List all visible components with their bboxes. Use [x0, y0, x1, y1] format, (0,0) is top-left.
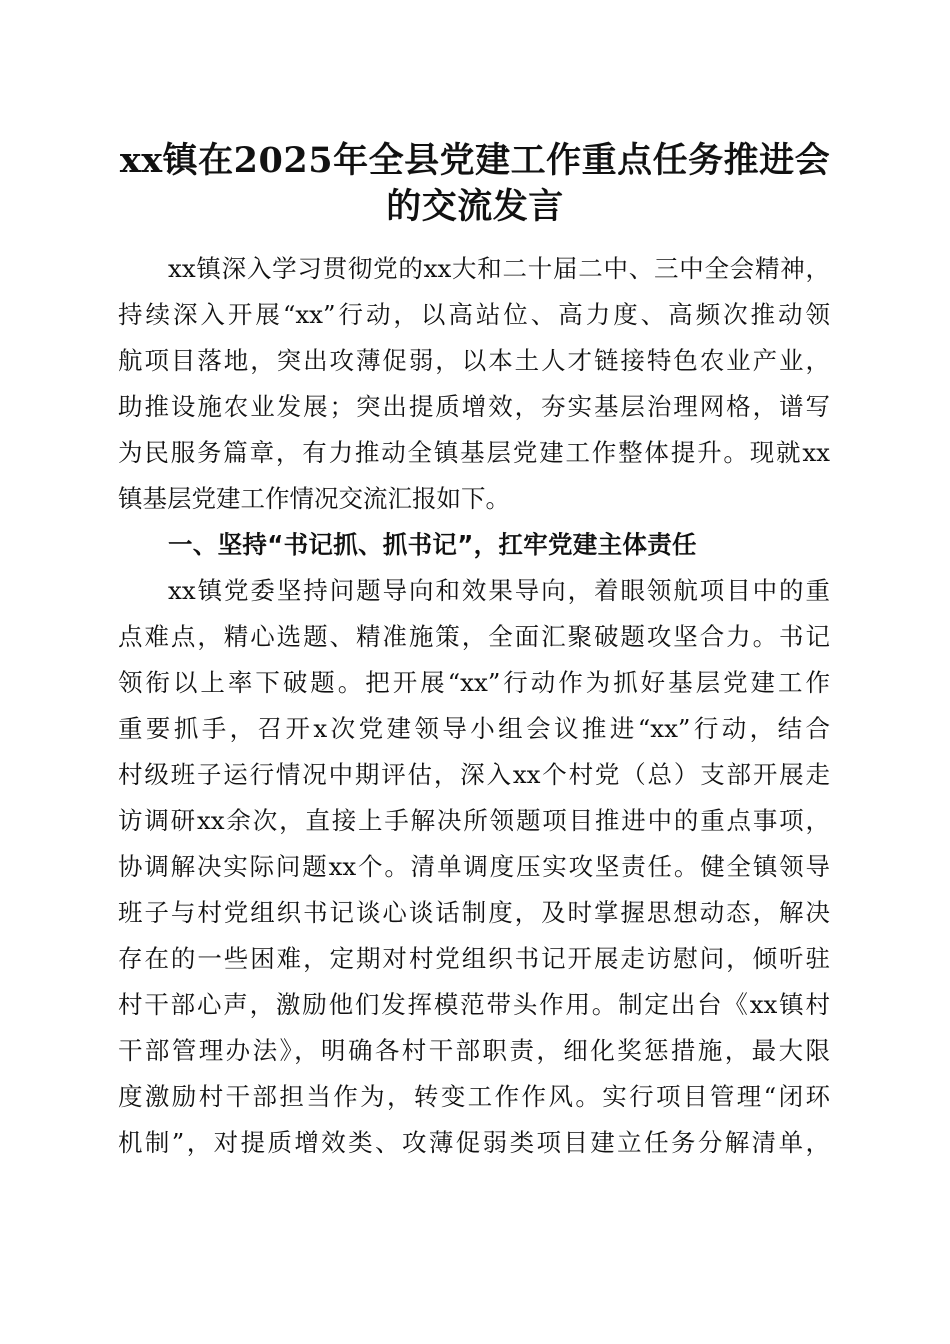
document-title-line-1: xx镇在2025年全县党建工作重点任务推进会 [119, 140, 831, 181]
paragraph-2-line-5: 村级班子运行情况中期评估，深入xx个村党（总）支部开展走 [118, 760, 830, 789]
paragraph-2-line-6: 访调研xx余次，直接上手解决所领题项目推进中的重点事项， [118, 806, 830, 835]
paragraph-1-line-6: 镇基层党建工作情况交流汇报如下。 [118, 484, 510, 513]
section-heading-1: 一、坚持“书记抓、抓书记”，扛牢党建主体责任 [168, 530, 697, 559]
paragraph-1-line-5: 为民服务篇章，有力推动全镇基层党建工作整体提升。现就xx [118, 438, 830, 467]
paragraph-2-line-4: 重要抓手，召开x次党建领导小组会议推进“xx”行动，结合 [118, 714, 830, 743]
paragraph-2-line-1: xx镇党委坚持问题导向和效果导向，着眼领航项目中的重 [168, 576, 830, 605]
document-title-line-2: 的交流发言 [386, 186, 564, 227]
paragraph-2-line-3: 领衔以上率下破题。把开展“xx”行动作为抓好基层党建工作 [118, 668, 830, 697]
paragraph-1-line-1: xx镇深入学习贯彻党的xx大和二十届二中、三中全会精神， [168, 254, 830, 283]
paragraph-2-line-13: 机制”，对提质增效类、攻薄促弱类项目建立任务分解清单， [118, 1128, 830, 1157]
paragraph-1-line-2: 持续深入开展“xx”行动，以高站位、高力度、高频次推动领 [118, 300, 830, 329]
paragraph-2-line-8: 班子与村党组织书记谈心谈话制度，及时掌握思想动态，解决 [118, 898, 830, 927]
paragraph-2-line-2: 点难点，精心选题、精准施策，全面汇聚破题攻坚合力。书记 [118, 622, 830, 651]
paragraph-2-line-7: 协调解决实际问题xx个。清单调度压实攻坚责任。健全镇领导 [118, 852, 830, 881]
paragraph-2-line-9: 存在的一些困难，定期对村党组织书记开展走访慰问，倾听驻 [118, 944, 830, 973]
paragraph-1-line-4: 助推设施农业发展；突出提质增效，夯实基层治理网格，谱写 [118, 392, 830, 421]
paragraph-1-line-3: 航项目落地，突出攻薄促弱，以本土人才链接特色农业产业， [118, 346, 830, 375]
paragraph-2-line-12: 度激励村干部担当作为，转变工作作风。实行项目管理“闭环 [118, 1082, 830, 1111]
paragraph-2-line-11: 干部管理办法》，明确各村干部职责，细化奖惩措施，最大限 [118, 1036, 830, 1065]
paragraph-2-line-10: 村干部心声，激励他们发挥模范带头作用。制定出台《xx镇村 [118, 990, 830, 1019]
